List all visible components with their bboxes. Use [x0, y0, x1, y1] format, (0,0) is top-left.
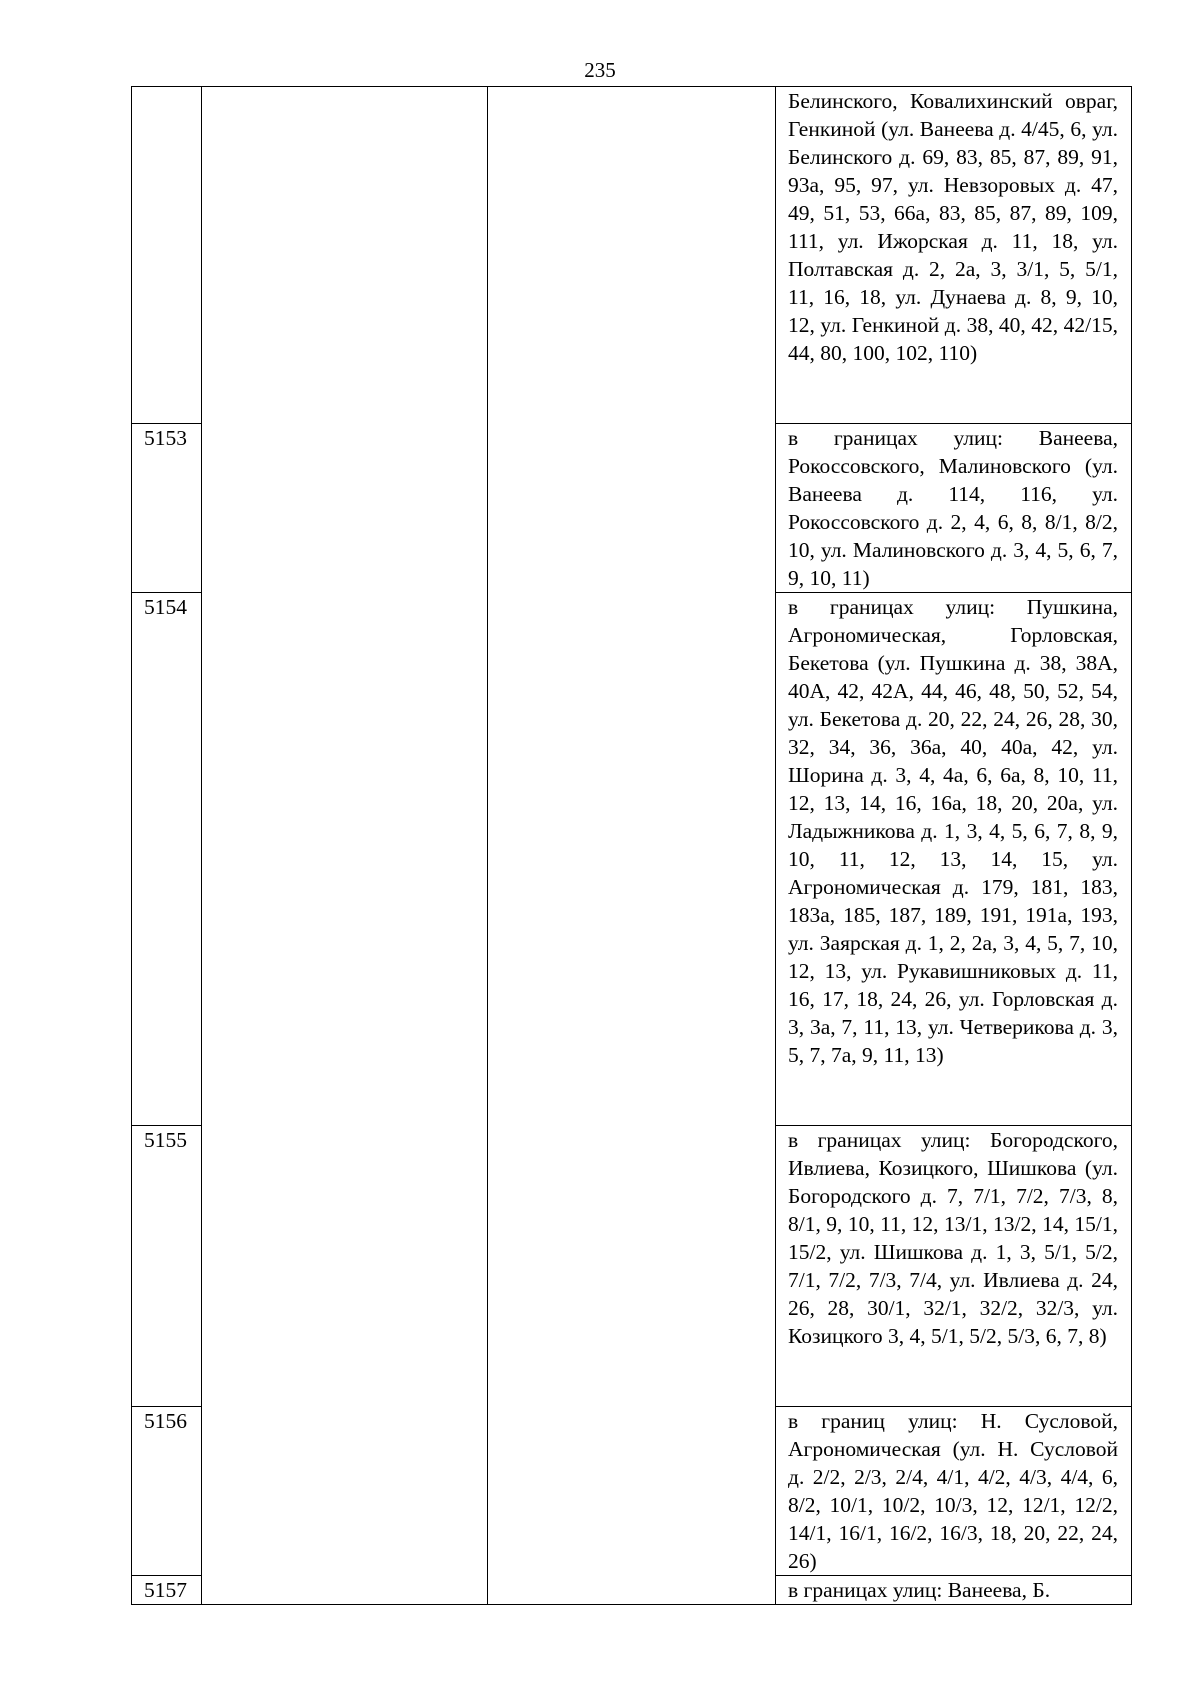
- address-cell: в границах улиц: Пушкина, Агрономическая, Горловская, Бекетова (ул. Пушкина д. 38, 38А, 40А, 42, 42А, 44, 46, 48, 50, 52, 54, ул. Бекетова д. 20, 22, 24, 26, 28, 30, 32, 34, 36, 36а, 40, 40а, 42, ул. Шорина д. 3, 4, 4а, 6, 6а, 8, 10, 11, 12, 13, 14, 16, 16а, 18, 20, 20а, ул. Ладыжникова д. 1, 3, 4, 5, 6, 7, 8, 9, 10, 11, 12, 13, 14, 15, ул. Агрономическая д. 179, 181, 183, 183а, 185, 187, 189, 191, 191а, 193, ул. Заярская д. 1, 2, 2а, 3, 4, 5, 7, 10, 12, 13, ул. Рукавишниковых д. 11, 16, 17, 18, 24, 26, ул. Горловская д. 3, 3а, 7, 11, 13, ул. Четверикова д. 3, 5, 7, 7а, 9, 11, 13): [776, 593, 1132, 1126]
- address-cell: в границ улиц: Н. Сусловой, Агрономическая (ул. Н. Сусловой д. 2/2, 2/3, 2/4, 4/1, 4/2, 4/3, 4/4, 6, 8/2, 10/1, 10/2, 10/3, 12, 12/1, 12/2, 14/1, 16/1, 16/2, 16/3, 18, 20, 22, 24, 26): [776, 1407, 1132, 1576]
- empty-cell: [488, 87, 776, 1605]
- address-cell: Белинского, Ковалихинский овраг, Генкиной (ул. Ванеева д. 4/45, 6, ул. Белинского д. 69, 83, 85, 87, 89, 91, 93а, 95, 97, ул. Невзоровых д. 47, 49, 51, 53, 66а, 83, 85, 87, 89, 109, 111, ул. Ижорская д. 11, 18, ул. Полтавская д. 2, 2а, 3, 3/1, 5, 5/1, 11, 16, 18, ул. Дунаева д. 8, 9, 10, 12, ул. Генкиной д. 38, 40, 42, 42/15, 44, 80, 100, 102, 110): [776, 87, 1132, 424]
- number-cell: 5155: [132, 1126, 202, 1407]
- address-cell: в границах улиц: Ванеева, Рокоссовского, Малиновского (ул. Ванеева д. 114, 116, ул. Рокоссовского д. 2, 4, 6, 8, 8/1, 8/2, 10, ул. Малиновского д. 3, 4, 5, 6, 7, 9, 10, 11): [776, 424, 1132, 593]
- empty-cell: [202, 87, 488, 1605]
- address-table: [131, 86, 1132, 1605]
- number-cell: [132, 87, 202, 424]
- number-cell: 5156: [132, 1407, 202, 1576]
- table-row: [132, 87, 1132, 424]
- address-cell: в границах улиц: Богородского, Ивлиева, Козицкого, Шишкова (ул. Богородского д. 7, 7/1, 7/2, 7/3, 8, 8/1, 9, 10, 11, 12, 13/1, 13/2, 14, 15/1, 15/2, ул. Шишкова д. 1, 3, 5/1, 5/2, 7/1, 7/2, 7/3, 7/4, ул. Ивлиева д. 24, 26, 28, 30/1, 32/1, 32/2, 32/3, ул. Козицкого 3, 4, 5/1, 5/2, 5/3, 6, 7, 8): [776, 1126, 1132, 1407]
- number-cell: 5153: [132, 424, 202, 593]
- number-cell: 5154: [132, 593, 202, 1126]
- address-cell: в границах улиц: Ванеева, Б.: [776, 1576, 1132, 1605]
- page-number: 235: [584, 58, 616, 82]
- number-cell: 5157: [132, 1576, 202, 1605]
